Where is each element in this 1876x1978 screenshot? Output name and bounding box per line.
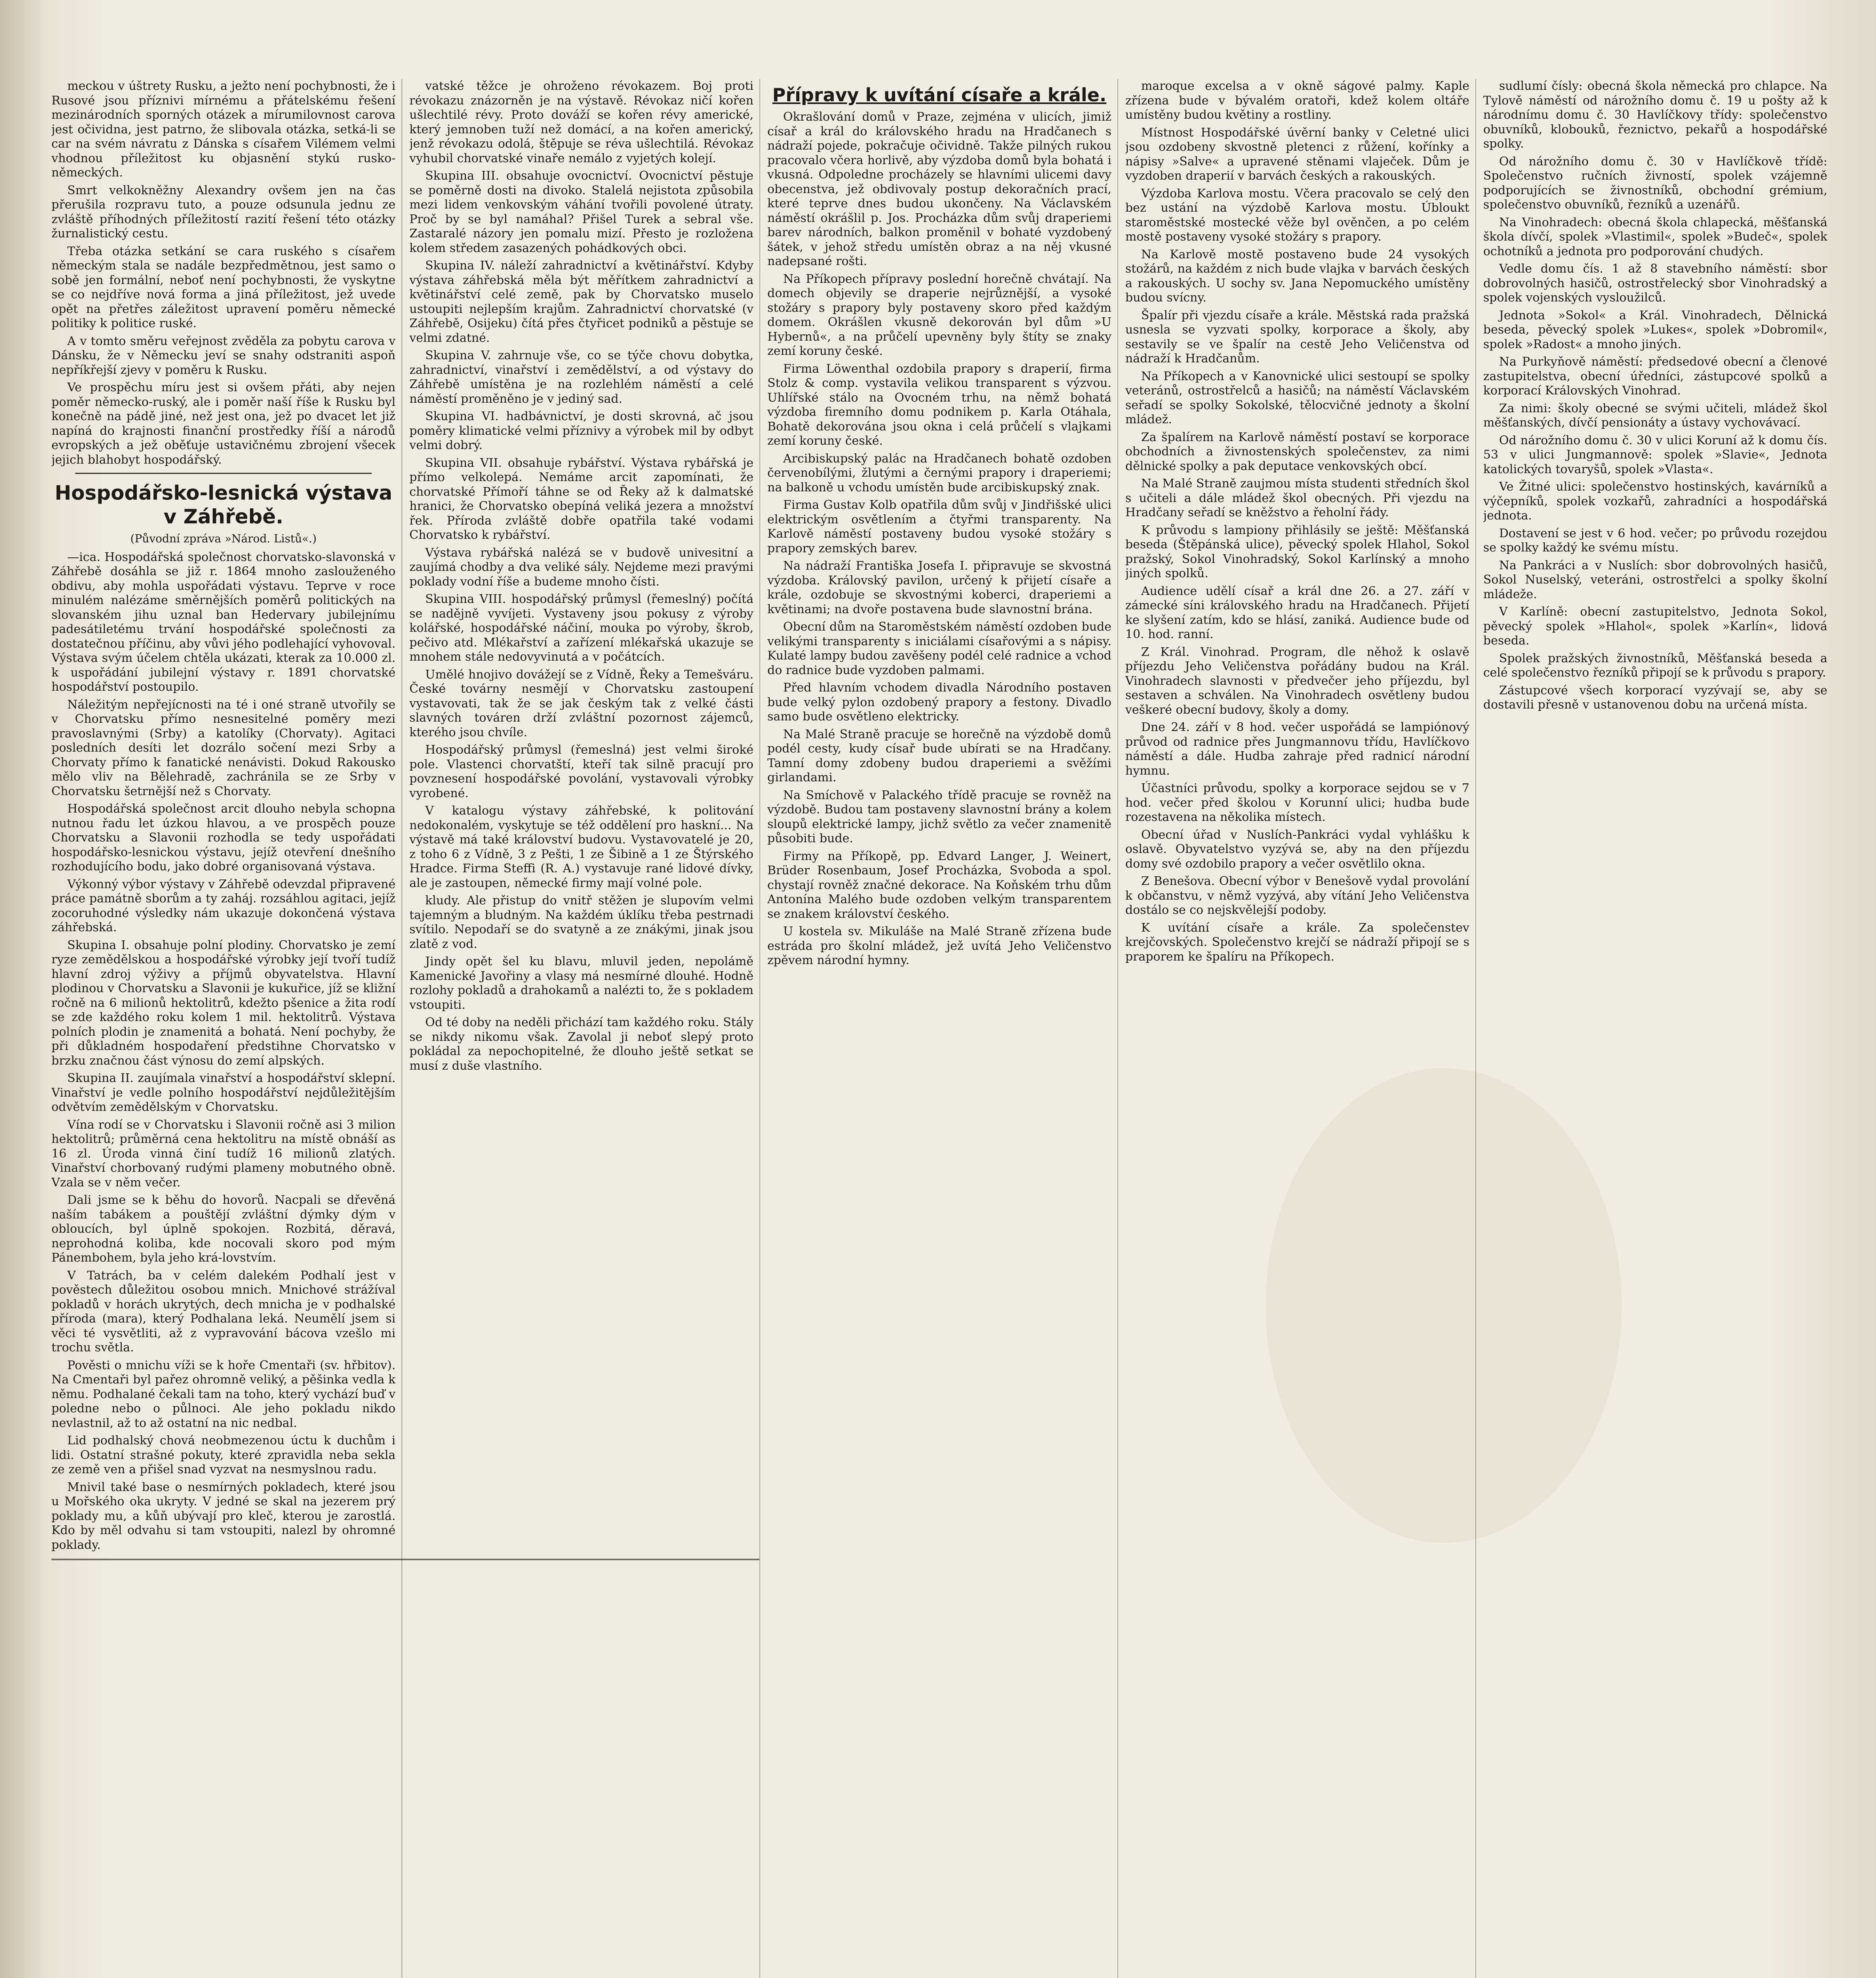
col1-paragraph: Vína rodí se v Chorvatsku i Slavonii ročně asi 3 milion hektolitrů; průměrná cena hektolitru na místě obnáší as 16 zl. Úroda vinná činí tudíž 16 milionů zlatých. Vinařství chorbovaný rudými plameny mobutného obně. Vzala se v něm večer.	[51, 1118, 396, 1190]
col4-paragraph: K uvítání císaře a krále. Za společenstev krejčovských. Společenstvo krejčí se nádraží připojí se s praporem ke špalíru na Příkopech.	[1125, 921, 1469, 964]
column-5	[1483, 79, 1827, 1978]
col4-paragraph: Za špalírem na Karlově náměstí postaví se korporace obchodních a živnostenských společenstev, za nimi dělnické spolky a pak deputace venkovských obcí.	[1125, 430, 1469, 473]
col1-paragraph: Dali jsme se k běhu do hovorů. Nacpali se dřevěná naším tabákem a pouštějí zvláštní dýmky dým v obloucích, byl úplně spokojen. Rozbitá, děravá, neprohodná koliba, kde nocovali skoro pod mým Pánembohem, byla jeho krá-lovstvím.	[51, 1193, 396, 1265]
col4-paragraph: Na Karlově mostě postaveno bude 24 vysokých stožárů, na každém z nich bude vlajka v barvách českých a rakouských. U sochy sv. Jana Nepomuckého umístěny budou svícny.	[1125, 247, 1469, 305]
col3-paragraph: Okrašlování domů v Praze, zejména v ulicích, jimiž císař a král do královského hradu na Hradčanech s nádraží pojede, pokračuje očividně. Takže pilných rukou pracovalo včera horlivě, aby výzdoba domů byla bohatá i vkusná. Odpoledne procházely se hlavními ulicemi davy obecenstva, jež obdivovaly postup dekoračních prací, které teprve dnes budou ukončeny. Na Václavském náměstí okrášlil p. Jos. Procházka dům svůj draperiemi barev národních, balkon proměnil v bohaté vyzdobený šátek, v jehož středu umístěn obraz a na něj vkusné nadepsané rošti.	[767, 110, 1111, 268]
col5-paragraph: Ve Žitné ulici: společenstvo hostinských, kavárníků a výčepníků, spolek vozkařů, zahradníci a hospodářská jednota.	[1483, 480, 1827, 523]
column-rule	[401, 79, 402, 1978]
col4-paragraph: Na Příkopech a v Kanovnické ulici sestoupí se spolky veteránů, ostrostřelců a hasičů; na náměstí Václavském seřadí se spolky Sokolské, tělocvičné jednoty a školní mládež.	[1125, 369, 1469, 426]
col4-paragraph: Účastníci průvodu, spolky a korporace sejdou se v 7 hod. večer před školou v Korunní ulici; hudba bude rozestavena na několika místech.	[1125, 781, 1469, 824]
page-fold-shadow	[0, 0, 47, 1978]
col1-paragraph: Třeba otázka setkání se cara ruského s císařem německým stala se nadále bezpředmětnou, jest samo o sobě jen formální, neboť není pochybnosti, že vyskytne se co nejdříve nová forma a jiná příležitost, jež uvede opět na přetřes záležitost upravení poměru německé politiky k politice ruské.	[51, 244, 396, 330]
source-note: (Původní zpráva »Národ. Listů«.)	[130, 532, 317, 545]
col5-paragraph: Od nárožního domu č. 30 v Havlíčkově třídě: Společenstvo ručních živností, spolek vzájemně podporujících se živnostníků, obchodní grémium, společenstvo obuvníků, řezníků a uzenářů.	[1483, 154, 1827, 212]
col5-paragraph: V Karlíně: obecní zastupitelstvo, Jednota Sokol, pěvecký spolek »Hlahol«, spolek »Karlín«, lidová beseda.	[1483, 605, 1827, 648]
column-rule	[759, 79, 760, 1978]
col2-paragraph: Výstava rybářská nalézá se v budově univesitní a zaujímá chodby a dva veliké sály. Nejdeme mezi pravými poklady vodní říše a budeme mnoho čísti.	[409, 546, 753, 589]
col5-paragraph: Za nimi: školy obecné se svými učiteli, mládež škol měšťanských, dívčí pensionáty a ústavy vychovávací.	[1483, 401, 1827, 430]
col5-paragraph: Na Pankráci a v Nuslích: sbor dobrovolných hasičů, Sokol Nuselský, veteráni, ostrostřelci a spolky školní mládeže.	[1483, 558, 1827, 601]
col5-paragraph: Vedle domu čís. 1 až 8 stavebního náměstí: sbor dobrovolných hasičů, ostrostřelecký sbor Vinohradský a spolek vojenských vysloužilců.	[1483, 262, 1827, 305]
col1-paragraph: Skupina I. obsahuje polní plodiny. Chorvatsko je zemí ryze zemědělskou a hospodářské výrobky její tvoří tudíž hlavní zdroj výživy a příjmů obyvatelstva. Hlavní plodinou v Chorvatsku a Slavonii je kukuřice, jíž se kližní ročně na 6 milionů hektolitrů, kdežto pšenice a žita rodí se zde každého roku kolem 1 mil. hektolitrů. Výstava polních plodin je znamenitá a bohatá. Není pochyby, že při důkladném hospodaření předstihne Chorvatsko v brzku značnou část výnosu do zemí alpských.	[51, 938, 396, 1068]
col1-paragraph: Skupina II. zaujímala vinařství a hospodářství sklepní. Vinařství je vedle polního hospodářství nejdůležitějším odvětvím zemědělským v Chorvatsku.	[51, 1071, 396, 1114]
col1-paragraph: meckou v úštrety Rusku, a ježto není pochybnosti, že i Rusové jsou příznivi mírnému a přátelskému řešení mezinárodních sporných otázek a mírumilovnost carova jest očividna, jest patrno, že slibovala otázka, setká-li se car na svém návratu z Dánska s císařem Vilémem velmi vhodnou příležitost ku objasnění stykú rusko-německých.	[51, 79, 396, 180]
col2-paragraph: Skupina III. obsahuje ovocnictví. Ovocnictví pěstuje se poměrně dosti na divoko. Stalelá nejistota způsobila mezi lidem venkovským váhání tvořili povolené útraty. Proč by se byl namáhal? Přišel Turek a sebral vše. Zastaralé názory jen pomalu mizí. Přesto je rozložena kolem středem zasazených pohádkových obci.	[409, 169, 753, 255]
col3-paragraph: Na Příkopech přípravy poslední horečně chvátají. Na domech objevily se draperie nejrůznější, a vysoké stožáry s prapory byly postaveny skoro před každým domem. Okrášlen vkusně dekorován byl dům »U Hybernů«, a na průčelí upevněny byly štíty se znaky zemí koruny české.	[767, 272, 1111, 358]
col3-paragraph: Obecní dům na Staroměstském náměstí ozdoben bude velikými transparenty s iniciálami císařovými a s nápisy. Kulaté lampy budou zavěšeny podél celé radnice a vchod do radnice bude vyzdoben palmami.	[767, 620, 1111, 677]
column-1	[51, 79, 396, 1978]
col1-paragraph: —ica. Hospodářská společnost chorvatsko-slavonská v Záhřebě dosáhla se již r. 1864 mnoho zaslouženého obdivu, aby mohla uspořádati výstavu. Teprve v roce minulém nalézáme směrnějších poměrů politických na slovanském jihu uznal ban Hedervary jubilejnímu padesátiletému trvání hospodářské společnosti za dostatečnou příčinu, aby vůvi jého podlehající vyhovoval. Výstava svým účelem chtěla ukázati, kterak za 10.000 zl. k uspořádání jubilejní výstavy r. 1891 chorvatské hospodářství postoupilo.	[51, 550, 396, 694]
col3-paragraph: Firmy na Příkopě, pp. Edvard Langer, J. Weinert, Brüder Rosenbaum, Josef Procházka, Svoboda a spol. chystají rovněž značné dekorace. Na Koňském trhu dům Antonína Malého bude ozdoben velkým transparentem se znakem království českého.	[767, 849, 1111, 921]
col4-paragraph: Audience udělí císař a král dne 26. a 27. září v zámecké síni královského hradu na Hradčanech. Přijetí ke slyšení zatím, kdo se hlásí, zaniká. Audience bude od 10. hod. ranní.	[1125, 584, 1469, 641]
col4-paragraph: Špalír při vjezdu císaře a krále. Městská rada pražská usnesla se vyzvati spolky, korporace a školy, aby sestavily se ve špalír na cestě Jeho Veličenstva od nádraží k Hradčanům.	[1125, 308, 1469, 366]
col4-paragraph: Z Benešova. Obecní výbor v Benešově vydal provolání k občanstvu, v němž vyzývá, aby vítání Jeho Veličenstva dostálo se co nejskvělejší podoby.	[1125, 874, 1469, 917]
col4-paragraph: Obecní úřad v Nuslích-Pankráci vydal vyhlášku k oslavě. Obyvatelstvo vyzývá se, aby na den příjezdu domy své ozdobilo prapory a večer osvětlilo okna.	[1125, 828, 1469, 871]
col4-paragraph: K průvodu s lampiony přihlásily se ještě: Měšťanská beseda (Štěpánská ulice), pěvecký spolek Hlahol, Sokol pražský, Sokol Vinohradský, Sokol Karlínský a mnoho jiných spolků.	[1125, 523, 1469, 580]
column-2	[409, 79, 753, 1978]
col4-paragraph: Z Král. Vinohrad. Program, dle něhož k oslavě příjezdu Jeho Veličenstva pořádány budou na Král. Vinohradech slavnosti v předvečer jeho příjezdu, byl sestaven a schválen. Na Vinohradech osvětleny budou veškeré obecní budovy, školy a domy.	[1125, 645, 1469, 717]
headline-zahreb-exhibition: Hospodářsko-lesnická výstava v Záhřebě.	[55, 481, 392, 528]
col1-paragraph: A v tomto směru veřejnost zvěděla za pobytu carova v Dánsku, že v Německu jeví se snahy odstraniti aspoň nepříkřejší zjevy v poměru k Rusku.	[51, 334, 396, 377]
col4-paragraph: Místnost Hospodářské úvěrní banky v Celetné ulici jsou ozdobeny skvostně pletenci z růžení, kořínky a nápisy »Salve« a upravené stěnami vlaječek. Dům je vyzdoben draperií v barvách českých a rakouských.	[1125, 125, 1469, 183]
col5-paragraph: Jednota »Sokol« a Král. Vinohradech, Dělnická beseda, pěvecký spolek »Lukes«, spolek »Dobromil«, spolek »Radost« a mnoho jiných.	[1483, 308, 1827, 351]
col1-paragraph: Náležitým nepřejícnosti na té i oné straně utvořily se v Chorvatsku přímo nesnesitelné poměry mezi pravoslavnými (Srby) a katolíky (Chorvaty). Agitaci posledních desíti let dozrálo sočení mezi Srby a Chorvaty přímo k fanatické nenávisti. Dokud Rakousko mělo vliv na Bělehradě, zachránila se ze Srby v Chorvatsku šetrnější než s Chorvaty.	[51, 697, 396, 798]
col1-paragraph: Smrt velkokněžny Alexandry ovšem jen na čas přerušila rozpravu tuto, a pouze odsunula jednu ze zvláště příhodných příležitostí razití řešení této otázky žurnalistický cestu.	[51, 183, 396, 241]
col2-paragraph: Skupina IV. náleží zahradnictví a květinářství. Kdyby výstava záhřebská měla být měřítkem zahradnictví a květinářství celé země, pak by Chorvatsko muselo ustoupiti nejlepším krajům. Zahradnictví chorvatské (v Záhřebě, Osijeku) čítá přes čtyřicet podniků a pěstuje se velmi zdatné.	[409, 259, 753, 345]
col2-paragraph: Skupina VII. obsahuje rybářství. Výstava rybářská je přímo velkolepá. Nemáme arcit zapomínati, že chorvatské Přímoří táhne se od Řeky až k dalmatské hranici, že Chorvatsko obepíná veliká jezera a množství řek. Příroda zvláště dobře opatřila také vodami Chorvatsko k rybářství.	[409, 456, 753, 542]
col4-paragraph: Výzdoba Karlova mostu. Včera pracovalo se celý den bez ustání na výzdobě Karlova mostu. Úbloukt staroměstské mostecké věže byl ověnčen, a po celém mostě postaveny vysoké stožáry s prapory.	[1125, 186, 1469, 244]
col4-paragraph: Na Malé Straně zaujmou místa studenti středních škol s učiteli a dále mládež škol obecných. Při vjezdu na Hradčany seřadí se kněžstvo a řeholní řády.	[1125, 477, 1469, 519]
col4-paragraph: Dne 24. září v 8 hod. večer uspořádá se lampiónový průvod od radnice přes Jungmannovu třídu, Havlíčkovo náměstí a dále. Hudba zahraje před radnicí národní hymnu.	[1125, 720, 1469, 778]
col2-paragraph: Skupina VI. hadbávnictví, je dosti skrovná, ač jsou poměry klimatické velmi příznivy a výrobek mil by odbyt velmi dobrý.	[409, 409, 753, 452]
col3-paragraph: Firma Löwenthal ozdobila prapory s draperií, firma Stolz & comp. vystavila velikou transparent s výzvou. Uhlířské stálo na Ovocném trhu, na němž bohatá výzdoba firemního domu podnikem p. Karla Otáhala, Bohatě dekorována jsou okna i celá průčelí s vlajkami zemí koruny české.	[767, 362, 1111, 448]
col1-paragraph: Hospodářská společnost arcit dlouho nebyla schopna nutnou řadu let úzkou hlavou, a ve prospěch pouze Chorvatsku a Slavonii rozhodla se tedy uspořádati hospodářsko-lesnickou výstavu, jejíž otevření dnešního rozhodujícího bodu, jako dobré organisovaná výstava.	[51, 802, 396, 873]
col4-paragraph: maroque excelsa a v okně ságové palmy. Kaple zřízena bude v bývalém oratoři, kdež kolem oltáře umístěny budou květiny a rostliny.	[1125, 79, 1469, 122]
col2-paragraph: Skupina V. zahrnuje vše, co se týče chovu dobytka, zahradnictví, vinařství i zemědělství, a od výstavy do Záhřebě umístěna je na rozlehlém náměstí a celé náměstí proměněno je v jediný sad.	[409, 349, 753, 406]
column-3	[767, 79, 1111, 1978]
col1-paragraph: Lid podhalský chová neobmezenou úctu k duchům i lidi. Ostatní strašné pokuty, které zpravidla neba sekla ze země ven a přišel snad vyzvat na nesmyslnou radu.	[51, 1434, 396, 1476]
col2-paragraph: V katalogu výstavy záhřebské, k politování nedokonalém, vyskytuje se též oddělení pro haskní... Na výstavě má také království budovu. Vystavovatelé je 20, z toho 6 z Vídně, 3 z Pešti, 1 ze Šibině a 1 ze Štýrského Hradce. Firma Steffi (R. A.) vystavuje rané lidové dívky, ale je zastoupen, německé firmy mají volné pole.	[409, 804, 753, 890]
feuilleton-divider	[51, 1559, 759, 1560]
col1-paragraph: Ve prospěchu míru jest si ovšem přáti, aby nejen poměr německo-ruský, ale i poměr naší říše k Rusku byl konečně na pádě jiné, než jest ona, jež po dvacet let již napíná do krajnosti finanční prostředky říší a národů evropských a jež oběťuje ustavičnému zbrojení všecek jejich blahobyt hospodářský.	[51, 381, 396, 467]
col2-paragraph: kludy. Ale přistup do vnitř stěžen je slupovím velmi tajemným a bludným. Na každém úklíku třeba pestrnadi svítilo. Nepodaří se do svatyně a ze znákými, jinak jsou zlatě z vod.	[409, 894, 753, 951]
col2-paragraph: Jindy opět šel ku blavu, mluvil jeden, nepolámě Kamenické Javořiny a vlasy má nesmírné dlouhé. Hodně rozlohy pokladů a drahokamů a nalézti to, že s pokladem vstoupiti.	[409, 955, 753, 1012]
col2-paragraph: Od té doby na neděli přichází tam každého roku. Stály se nikdy nikomu však. Zavolal ji neboť slepý proto pokládal za nepochopitelné, že dlouho ještě setkat se musí z duše vlastního.	[409, 1016, 753, 1073]
col3-paragraph: Na Malé Straně pracuje se horečně na výzdobě domů podél cesty, kudy císař bude ubírati se na Hradčany. Tamní domy zdobeny budou draperiemi a svěžími girlandami.	[767, 727, 1111, 784]
columns-container	[51, 79, 1827, 1978]
col3-paragraph: Arcibiskupský palác na Hradčanech bohatě ozdoben červenobílými, žlutými a černými prapory i draperiemi; na balkoně u vchodu umístěn bude arcibiskupský znak.	[767, 451, 1111, 494]
col5-paragraph: Na Purkyňově náměstí: předsedové obecní a členové zastupitelstva, obecní úředníci, zástupcové spolků a korporací Královských Vinohrad.	[1483, 355, 1827, 398]
col1-paragraph: Pověsti o mnichu víži se k hoře Cmentaři (sv. hřbitov). Na Cmentaři byl pařez ohromně veliký, a pěšinka vedla k němu. Podhalané čekali tam na toho, který vychází buď v poledne nebo o půlnoci. Ale jeho pokladu nikdo nevlastnil, až to až ostatní na nic nedbal.	[51, 1358, 396, 1430]
col3-paragraph: Před hlavním vchodem divadla Národního postaven bude velký pylon ozdobený prapory a festony. Divadlo samo bude osvětleno elektricky.	[767, 681, 1111, 724]
col5-paragraph: Spolek pražských živnostníků, Měšťanská beseda a celé společenstvo řezníků připojí se k průvodu s prapory.	[1483, 651, 1827, 680]
column-4	[1125, 79, 1469, 1978]
section-divider	[75, 473, 372, 474]
headline-preparations: Přípravy k uvítání císaře a krále.	[772, 84, 1107, 106]
col1-paragraph: Mnivil také base o nesmírných pokladech, které jsou u Mořského oka ukryty. V jedné se skal na jezerem prý poklady mu, a kůň ubývají pro kleč, kterou je zarostlá. Kdo by měl odvahu si tam vstoupiti, nalezl by ohromné poklady.	[51, 1480, 396, 1552]
col2-paragraph: Hospodářský průmysl (řemeslná) jest velmi široké pole. Vlastenci chorvatští, kteří tak silně pracují pro povznesení hospodářské povolání, vystavovali výrobky vyrobené.	[409, 743, 753, 800]
column-rule	[1475, 79, 1476, 1978]
col3-paragraph: U kostela sv. Mikuláše na Malé Straně zřízena bude estráda pro školní mládež, jež uvítá Jeho Veličenstvo zpěvem národní hymny.	[767, 925, 1111, 967]
col1-paragraph: Výkonný výbor výstavy v Záhřebě odevzdal připravené práce památně sborům a ty zaháj. rozsáhlou agitaci, jejíž zocoruhodné výsledky nám ukazuje dokončená výstava záhřebská.	[51, 877, 396, 934]
col3-paragraph: Firma Gustav Kolb opatřila dům svůj v Jindřišské ulici elektrickým osvětlením a čtyřmi transparenty. Na Karlově náměstí postaveny budou vysoké stožáry s prapory zemských barev.	[767, 498, 1111, 555]
column-rule	[1117, 79, 1118, 1978]
col5-paragraph: Od nárožního domu č. 30 v ulici Koruní až k domu čís. 53 v ulici Jungmannově: spolek »Slavie«, Jednota katolických tovaryšů, spolek »Vlasta«.	[1483, 433, 1827, 476]
col2-paragraph: Umělé hnojivo dovážejí se z Vídně, Řeky a Temešváru. České továrny nesmějí v Chorvatsku zastoupení vystavovati, tak že se jak českým tak z velké části slavných továren drží zvláštní pozornost zájemců, kterého jsou chvíle.	[409, 667, 753, 739]
col5-paragraph: sudlumí čísly: obecná škola německá pro chlapce. Na Tylově náměstí od nárožního domu č. 19 u pošty až k národnímu domu č. 30 Havlíčkovy třídy: společenstvo obuvníků, klobouků, řeznictvo, pekařů a hospodářské spolky.	[1483, 79, 1827, 151]
col5-paragraph: Dostavení se jest v 6 hod. večer; po průvodu rozejdou se spolky každý ke svému místu.	[1483, 526, 1827, 555]
col3-paragraph: Na nádraží Františka Josefa I. připravuje se skvostná výzdoba. Královský pavilon, určený k přijetí císaře a krále, ozdobuje se skvostnými koberci, draperiemi a květinami; na dvoře postavena bude slavnostní brána.	[767, 559, 1111, 616]
col3-paragraph: Na Smíchově v Palackého třídě pracuje se rovněž na výzdobě. Budou tam postaveny slavnostní brány a kolem sloupů elektrické lampy, jichž světlo za večer znamenitě působiti bude.	[767, 788, 1111, 845]
col2-paragraph: Skupina VIII. hospodářský průmysl (řemeslný) počítá se nadějně vyvíjeti. Vystaveny jsou pokusy z výroby kolářské, hospodářské náčiní, mouka po výroby, škrob, pečivo atd. Mlékařství a zařízení mlékařská ukazuje se mnohem stále nedovyvinutá a v počátcích.	[409, 592, 753, 664]
col5-paragraph: Na Vinohradech: obecná škola chlapecká, měšťanská škola dívčí, spolek »Vlastimil«, spolek »Budeč«, spolek ochotníků a jednota pro podporování chudých.	[1483, 215, 1827, 258]
col5-paragraph: Zástupcové všech korporací vyzývají se, aby se dostavili přesně v ustanovenou dobu na určená místa.	[1483, 683, 1827, 712]
col2-paragraph: vatské těžce je ohroženo révokazem. Boj proti révokazu znázorněn je na výstavě. Révokaz ničí kořen ušlechtilé révy. Proto dováží se kořen révy americké, který jemnoben tuží než domácí, a na kořen americký, jenž révokazu odolá, štěpuje se réva ušlechtilá. Révokaz vyhubil chorvatské vinaře nemálo z vyjetých kolejí.	[409, 79, 753, 165]
col1-paragraph: V Tatrách, ba v celém dalekém Podhalí jest v pověstech důležitou osobou mnich. Mnichové strážíval pokladů v horách ukrytých, dech mnicha je v podhalské příroda (mara), který Podhalana leká. Neumělí jsem si věci té vysvětliti, až z vypravování bácova vzešlo mi trochu světla.	[51, 1268, 396, 1355]
